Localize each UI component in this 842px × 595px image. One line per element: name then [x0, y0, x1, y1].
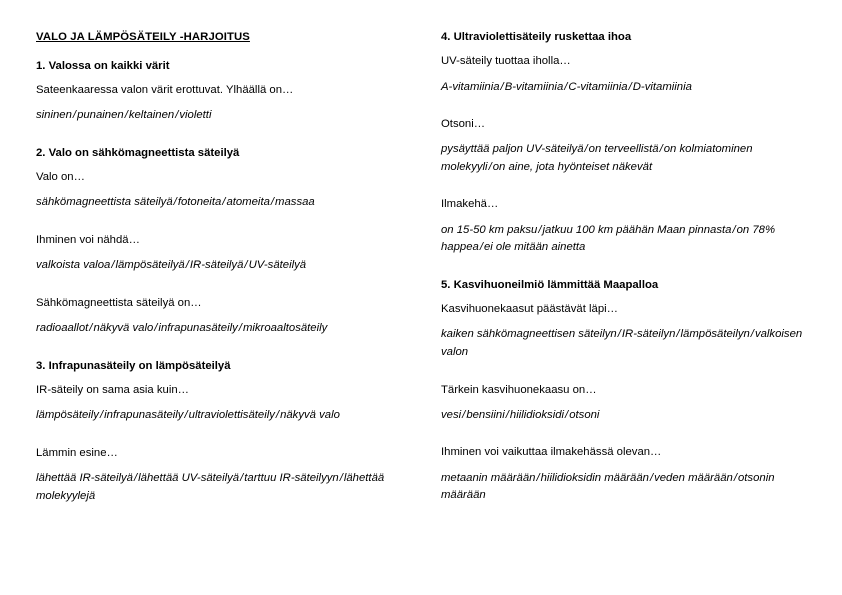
question-part: [441, 445, 806, 504]
question-part: [441, 383, 806, 425]
option-separator: /: [500, 80, 504, 93]
question-part: [441, 302, 806, 361]
option-separator: /: [175, 109, 179, 122]
option-separator: /: [185, 259, 189, 272]
question-heading: 3. Infrapunasäteily on lämpösäteilyä: [36, 359, 231, 372]
question-part: [36, 296, 401, 338]
option-separator: /: [676, 328, 680, 341]
option-item[interactable]: otsoni: [569, 408, 600, 421]
option-separator: /: [659, 143, 663, 156]
option-list: [36, 257, 401, 275]
option-separator: /: [222, 196, 226, 209]
right-column: [441, 30, 806, 575]
option-list: [441, 326, 806, 361]
option-separator: /: [565, 408, 569, 421]
option-list: [441, 407, 806, 425]
question-stem: Lämmin esine…: [36, 446, 118, 459]
option-separator: /: [89, 322, 93, 335]
option-item[interactable]: lämpösäteily: [36, 409, 99, 422]
option-item[interactable]: ei ole mitään ainetta: [483, 241, 586, 254]
option-list: [441, 79, 806, 97]
option-item[interactable]: lähettää molekyylejä: [36, 471, 385, 502]
question-stem: Sateenkaaressa valon värit erottuvat. Ylhäällä on…: [36, 84, 294, 96]
question-part: [36, 383, 401, 425]
option-item[interactable]: metaanin määrään: [441, 471, 536, 484]
question-stem: IR-säteily on sama asia kuin…: [36, 383, 189, 396]
option-item[interactable]: mikroaaltosäteily: [242, 322, 328, 335]
question-part: [36, 446, 401, 505]
option-list: [441, 141, 806, 176]
option-item[interactable]: A-vitamiinia: [441, 80, 500, 93]
option-separator: /: [538, 223, 542, 236]
option-list: [36, 407, 401, 425]
option-separator: /: [124, 109, 128, 122]
option-item[interactable]: sininen: [36, 109, 72, 122]
option-item[interactable]: sähkömagneettista säteilyä: [36, 196, 173, 209]
option-list: [36, 320, 401, 338]
option-item[interactable]: valkoisen valon: [441, 328, 803, 358]
option-item[interactable]: näkyvä valo: [93, 322, 154, 335]
option-item[interactable]: radioaallot: [36, 322, 89, 335]
option-item[interactable]: on aine, jota hyönteiset näkevät: [492, 160, 653, 173]
option-item[interactable]: bensiini: [466, 408, 505, 421]
option-item[interactable]: lähettää IR-säteilyä: [36, 471, 133, 484]
question-block-4: [441, 30, 806, 257]
question-part: [36, 233, 401, 275]
option-separator: /: [584, 143, 588, 156]
question-block-5: [441, 278, 806, 505]
option-item[interactable]: on kolmiatominen molekyyli: [441, 143, 753, 173]
option-item[interactable]: D-vitamiinia: [632, 80, 692, 93]
option-separator: /: [99, 409, 104, 422]
option-separator: /: [488, 160, 492, 173]
option-item[interactable]: atomeita: [226, 196, 270, 209]
option-item[interactable]: B-vitamiinia: [504, 80, 564, 93]
option-item[interactable]: lähettää UV-säteilyä: [138, 471, 240, 484]
option-separator: /: [275, 409, 280, 422]
left-column: [36, 30, 401, 575]
option-separator: /: [240, 471, 244, 484]
option-item[interactable]: infrapunasäteily: [104, 409, 184, 422]
option-item[interactable]: massaa: [275, 196, 315, 209]
question-stem: UV-säteily tuottaa iholla…: [441, 55, 571, 68]
option-item[interactable]: pysäyttää paljon UV-säteilyä: [441, 143, 584, 156]
option-item[interactable]: otsonin määrään: [441, 471, 775, 502]
option-item[interactable]: valkoista valoa: [36, 259, 111, 272]
option-separator: /: [617, 328, 621, 341]
option-separator: /: [270, 196, 275, 209]
option-item[interactable]: on 15-50 km paksu: [441, 223, 538, 236]
option-separator: /: [154, 322, 158, 335]
option-list: [36, 194, 401, 212]
option-separator: /: [505, 408, 509, 421]
question-part: [441, 54, 806, 96]
question-stem: Ilmakehä…: [441, 198, 499, 211]
question-stem: Ihminen voi vaikuttaa ilmakehässä olevan…: [441, 446, 662, 459]
option-item[interactable]: näkyvä valo: [280, 409, 340, 422]
option-separator: /: [649, 471, 654, 484]
page-title: VALO JA LÄMPÖSÄTEILY -HARJOITUS: [36, 31, 250, 43]
option-item[interactable]: tarttuu IR-säteilyyn: [244, 471, 339, 484]
option-list: [441, 470, 806, 505]
question-heading: 2. Valo on sähkömagneettista säteilyä: [36, 146, 240, 159]
option-item[interactable]: lämpösäteilyä: [115, 259, 185, 272]
option-separator: /: [479, 241, 483, 254]
option-separator: /: [564, 80, 568, 93]
option-separator: /: [339, 471, 343, 484]
option-item[interactable]: violetti: [179, 109, 212, 122]
question-part: [36, 170, 401, 212]
option-separator: /: [536, 471, 540, 484]
question-stem: Kasvihuonekaasut päästävät läpi…: [441, 303, 618, 316]
option-separator: /: [72, 109, 77, 122]
option-list: [441, 222, 806, 257]
question-part: [36, 83, 401, 125]
option-separator: /: [732, 223, 736, 236]
option-separator: /: [111, 259, 115, 272]
option-item[interactable]: infrapunasäteily: [158, 322, 238, 335]
question-heading: 5. Kasvihuoneilmiö lämmittää Maapalloa: [441, 278, 659, 291]
two-column-layout: [36, 30, 806, 575]
question-block-1: [36, 59, 401, 125]
option-item[interactable]: hiilidioksidi: [509, 408, 565, 421]
option-item[interactable]: on terveellistä: [588, 143, 659, 156]
option-separator: /: [462, 408, 466, 421]
question-block-3: [36, 359, 401, 505]
option-separator: /: [628, 80, 632, 93]
option-item[interactable]: keltainen: [128, 109, 175, 122]
option-item[interactable]: veden määrään: [654, 471, 733, 484]
option-item[interactable]: kaiken sähkömagneettisen säteilyn: [441, 328, 617, 341]
question-part: [441, 197, 806, 256]
option-item[interactable]: ultraviolettisäteily: [188, 409, 275, 422]
option-list: [36, 470, 401, 505]
option-item[interactable]: fotoneita: [177, 196, 222, 209]
option-item[interactable]: C-vitamiinia: [568, 80, 628, 93]
option-separator: /: [238, 322, 242, 335]
question-stem: Tärkein kasvihuonekaasu on…: [441, 383, 597, 396]
option-item[interactable]: on 78% happea: [441, 223, 776, 254]
option-item[interactable]: jatkuu 100 km päähän Maan pinnasta: [542, 223, 732, 236]
question-heading: 1. Valossa on kaikki värit: [36, 59, 170, 72]
option-separator: /: [133, 471, 138, 484]
question-heading: 4. Ultraviolettisäteily ruskettaa ihoa: [441, 31, 632, 43]
option-separator: /: [184, 409, 188, 422]
question-stem: Valo on…: [36, 171, 85, 184]
option-item[interactable]: vesi: [441, 408, 462, 421]
option-item[interactable]: IR-säteilyä: [189, 259, 244, 272]
question-stem: Otsoni…: [441, 118, 486, 131]
question-stem: Sähkömagneettista säteilyä on…: [36, 296, 202, 309]
option-list: [36, 107, 401, 125]
question-stem: Ihminen voi nähdä…: [36, 233, 140, 246]
option-separator: /: [244, 259, 248, 272]
option-separator: /: [750, 328, 754, 341]
option-item[interactable]: punainen: [77, 109, 124, 122]
option-separator: /: [733, 471, 737, 484]
option-separator: /: [173, 196, 177, 209]
question-block-2: [36, 146, 401, 338]
option-item[interactable]: IR-säteilyn: [621, 328, 676, 341]
option-item[interactable]: lämpösäteilyn: [680, 328, 750, 341]
option-item[interactable]: UV-säteilyä: [248, 259, 307, 272]
option-item[interactable]: hiilidioksidin määrään: [540, 471, 649, 484]
question-part: [441, 117, 806, 176]
